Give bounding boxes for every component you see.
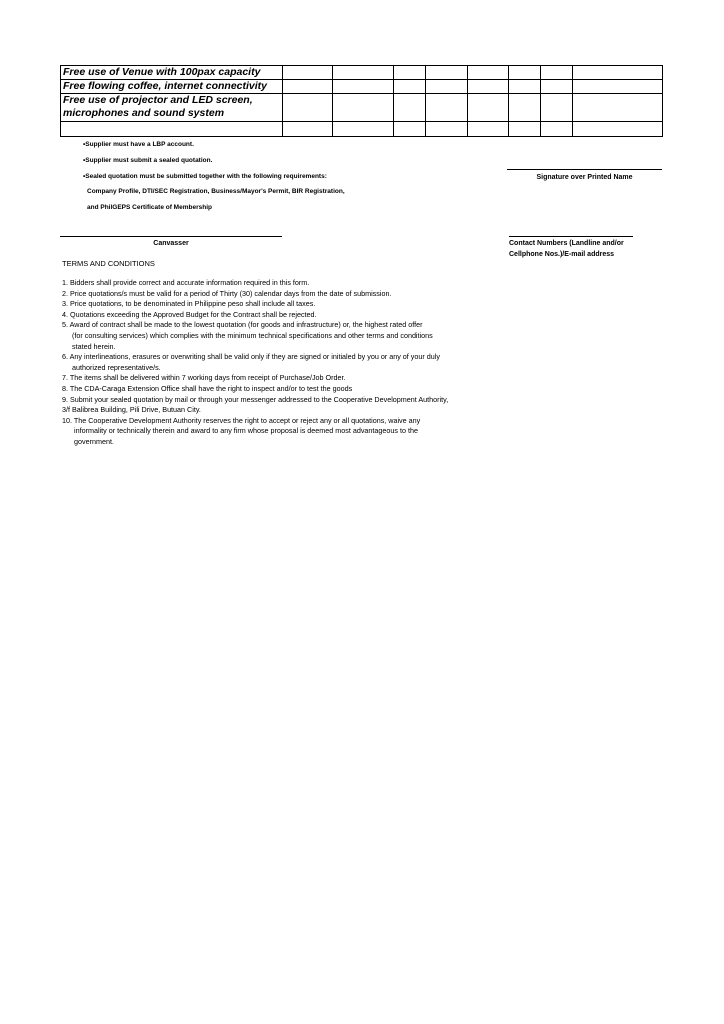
contact-label-line1: Contact Numbers (Landline and/or: [509, 240, 624, 247]
canvasser-label: Canvasser: [153, 240, 189, 247]
item-description: Free flowing coffee, internet connectivity: [61, 80, 283, 94]
terms-line: 3. Price quotations, to be denominated in Philippine peso shall include all taxes.: [62, 299, 316, 309]
item-description: Free use of projector and LED screen, microphones and sound system: [61, 94, 283, 122]
item-description: Free use of Venue with 100pax capacity: [61, 66, 283, 80]
terms-line: 1. Bidders shall provide correct and accurate information required in this form.: [62, 278, 310, 287]
requirement-documents: •Sealed quotation must be submitted together with the following requirements:: [83, 173, 327, 180]
terms-line: stated herein.: [62, 341, 116, 351]
terms-line: 6. Any interlineations, erasures or overwriting shall be valid only if they are signed or initialed by you or any of your duly: [62, 352, 440, 362]
contact-label-line2: Cellphone Nos.)/E-mail address: [509, 251, 615, 258]
terms-line: 5. Award of contract shall be made to the lowest quotation (for goods and infrastructure) or, the highest rated offer: [62, 320, 423, 330]
terms-line: informality or technically therein and award to any firm whose proposal is deemed most advantageous to the: [62, 426, 418, 436]
signature-line: [507, 169, 662, 170]
table-row: [61, 80, 663, 94]
contact-line: [509, 236, 633, 237]
terms-line: 4. Quotations exceeding the Approved Budget for the Contract shall be rejected.: [62, 309, 317, 319]
terms-line: 7. The items shall be delivered within 7 working days from receipt of Purchase/Job Order.: [62, 373, 346, 383]
terms-line: 8. The CDA-Caraga Extension Office shall have the right to inspect and/or to test the goods: [62, 383, 353, 393]
requirement-sealed: •Supplier must submit a sealed quotation.: [83, 157, 213, 164]
terms-line: 3/f Balibrea Building, Pili Drive, Butuan City.: [62, 405, 201, 415]
terms-line: 10. The Cooperative Development Authority reserves the right to accept or reject any or all quotations, waive any: [62, 415, 421, 425]
signature-label: Signature over Printed Name: [536, 174, 633, 181]
canvasser-line: [60, 236, 282, 237]
table-row: [61, 94, 663, 122]
table-row: [61, 66, 663, 80]
requirement-lbp: •Supplier must have a LBP account.: [83, 141, 194, 148]
requirement-document-list: Company Profile, DTI/SEC Registration, Business/Mayor's Permit, BIR Registration,: [87, 188, 345, 195]
terms-line: 9. Submit your sealed quotation by mail or through your messenger addressed to the Cooperative Development Authority,: [62, 394, 449, 404]
terms-list: [62, 278, 448, 448]
terms-line: government.: [62, 436, 114, 446]
item-description: [61, 122, 283, 137]
table-row: [61, 122, 663, 137]
terms-line: (for consulting services) which complies with the minimum technical specifications and other terms and conditions: [62, 330, 433, 340]
terms-title: TERMS AND CONDITIONS: [62, 259, 155, 268]
terms-line: authorized representative/s.: [62, 362, 161, 372]
requirement-philgeps: and PhilGEPS Certificate of Membership: [87, 204, 212, 211]
items-table: [60, 65, 663, 137]
terms-line: 2. Price quotations/s must be valid for a period of Thirty (30) calendar days from the date of submission.: [62, 288, 392, 298]
